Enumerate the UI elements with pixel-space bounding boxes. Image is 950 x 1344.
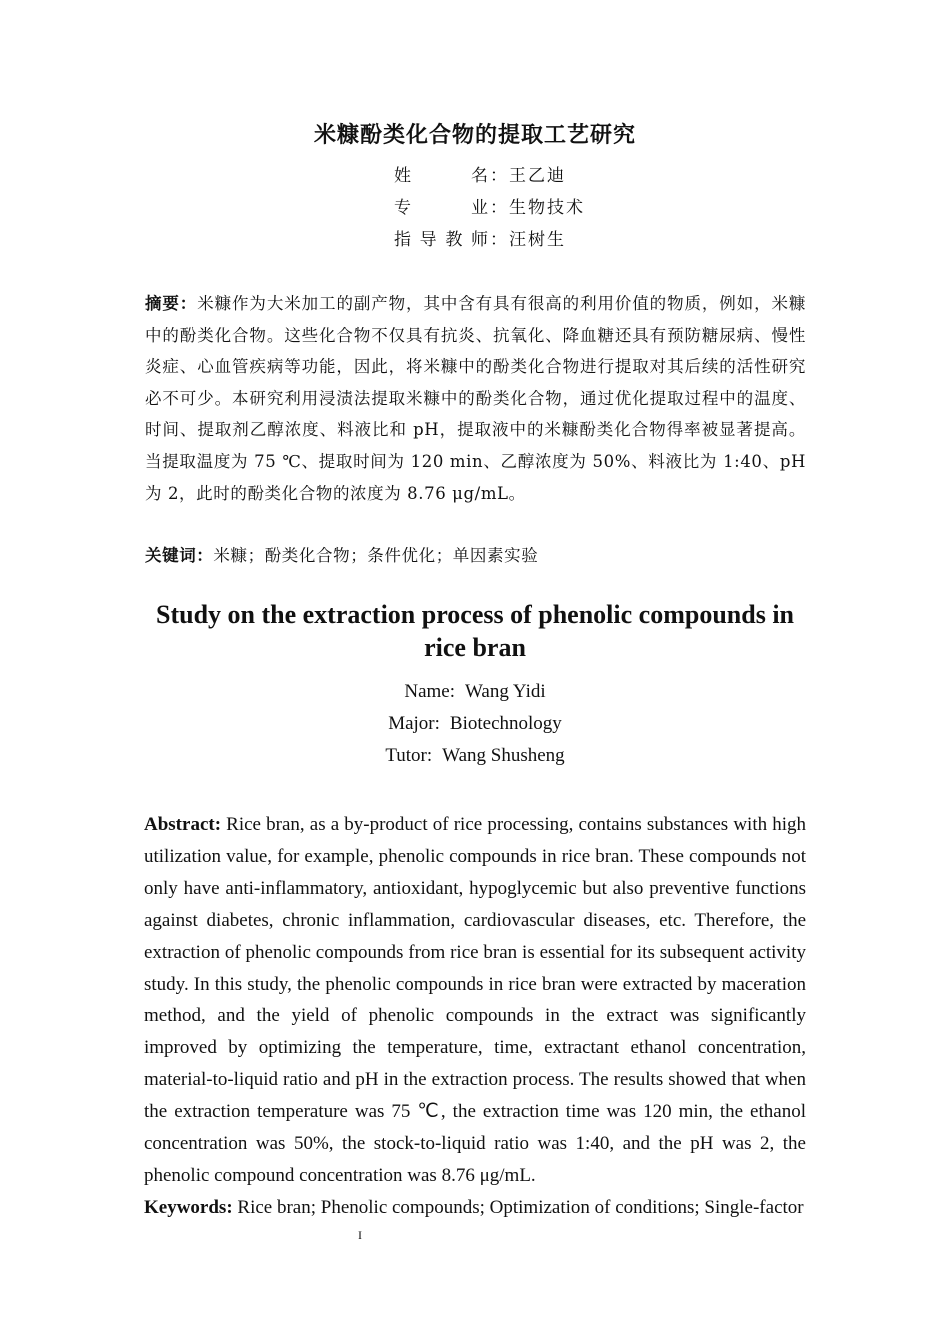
chinese-keywords: [145, 540, 806, 571]
chinese-major-row: [394, 192, 585, 224]
chinese-tutor-row: [394, 224, 585, 256]
english-name-label: Name:: [404, 681, 456, 702]
page-number: I: [358, 1228, 362, 1242]
english-keywords-label: Keywords:: [144, 1197, 233, 1218]
chinese-major-label: 专业: [394, 198, 490, 218]
english-title: Study on the extraction process of phenolic compounds in rice bran: [155, 600, 795, 662]
english-tutor-row: [0, 740, 950, 772]
chinese-abstract-text: 米糠作为大米加工的副产物，其中含有具有很高的利用价值的物质，例如，米糠中的酚类化合物。这些化合物不仅具有抗炎、抗氧化、降血糖还具有预防糖尿病、慢性炎症、心血管疾病等功能，因此，将米糠中的酚类化合物进行提取对其后续的活性研究必不可少。本研究利用浸渍法提取米糠中的酚类化合物，通过优化提取过程中的温度、时间、提取剂乙醇浓度、料液比和 pH，提取液中的米糠酚类化合物得率被显著提高。当提取温度为 75 ℃、提取时间为 120 min、乙醇浓度为 50%、料液比为 1:40、pH 为 2，此时的酚类化合物的浓度为 8.76 μg/mL。: [145, 294, 806, 503]
english-abstract-label: Abstract:: [144, 814, 222, 835]
english-major-value: Biotechnology: [449, 713, 562, 734]
english-author-info: [0, 676, 950, 772]
chinese-keywords-text: 米糠；酚类化合物；条件优化；单因素实验: [213, 546, 539, 565]
chinese-name-row: [394, 160, 585, 192]
chinese-tutor-value: 汪树生: [509, 230, 566, 250]
chinese-keywords-label: 关键词：: [145, 546, 214, 565]
chinese-abstract: [145, 288, 806, 509]
english-abstract: [144, 809, 806, 1192]
chinese-major-value: 生物技术: [509, 198, 585, 218]
chinese-abstract-label: 摘要：: [145, 294, 198, 313]
chinese-name-label: 姓名: [394, 166, 490, 186]
english-name-value: Wang Yidi: [465, 681, 546, 702]
chinese-major-separator: ：: [490, 198, 509, 218]
chinese-tutor-separator: ：: [490, 230, 509, 250]
english-name-row: [0, 676, 950, 708]
chinese-name-value: 王乙迪: [509, 166, 566, 186]
chinese-title: 米糠酚类化合物的提取工艺研究: [313, 123, 636, 148]
english-tutor-label: Tutor:: [385, 745, 433, 766]
english-abstract-text: Rice bran, as a by-product of rice processing, contains substances with high utilization value, for example, phenolic compounds in rice bran. These compounds not only have anti-inflammatory, antioxidant, hypoglycemic but also preventive functions against diabetes, chronic inflammation, cardiovascular diseases, etc. Therefore, the extraction of phenolic compounds from rice bran is essential for its subsequent activity study. In this study, the phenolic compounds in rice bran were extracted by maceration method, and the yield of phenolic compounds in the extract was significantly improved by optimizing the temperature, time, extractant ethanol concentration, material-to-liquid ratio and pH in the extraction process. The results showed that when the extraction temperature was 75 ℃, the extraction time was 120 min, the ethanol concentration was 50%, the stock-to-liquid ratio was 1:40, and the pH was 2, the phenolic compound concentration was 8.76 μg/mL.: [144, 814, 807, 1186]
chinese-author-info: [394, 160, 585, 256]
chinese-tutor-label: 指导教师: [394, 230, 490, 250]
chinese-name-separator: ：: [490, 166, 509, 186]
english-keywords-text: Rice bran; Phenolic compounds; Optimization of conditions; Single-factor: [237, 1197, 804, 1218]
english-major-row: [0, 708, 950, 740]
english-major-label: Major:: [388, 713, 440, 734]
english-tutor-value: Wang Shusheng: [442, 745, 565, 766]
english-keywords: [144, 1192, 806, 1223]
